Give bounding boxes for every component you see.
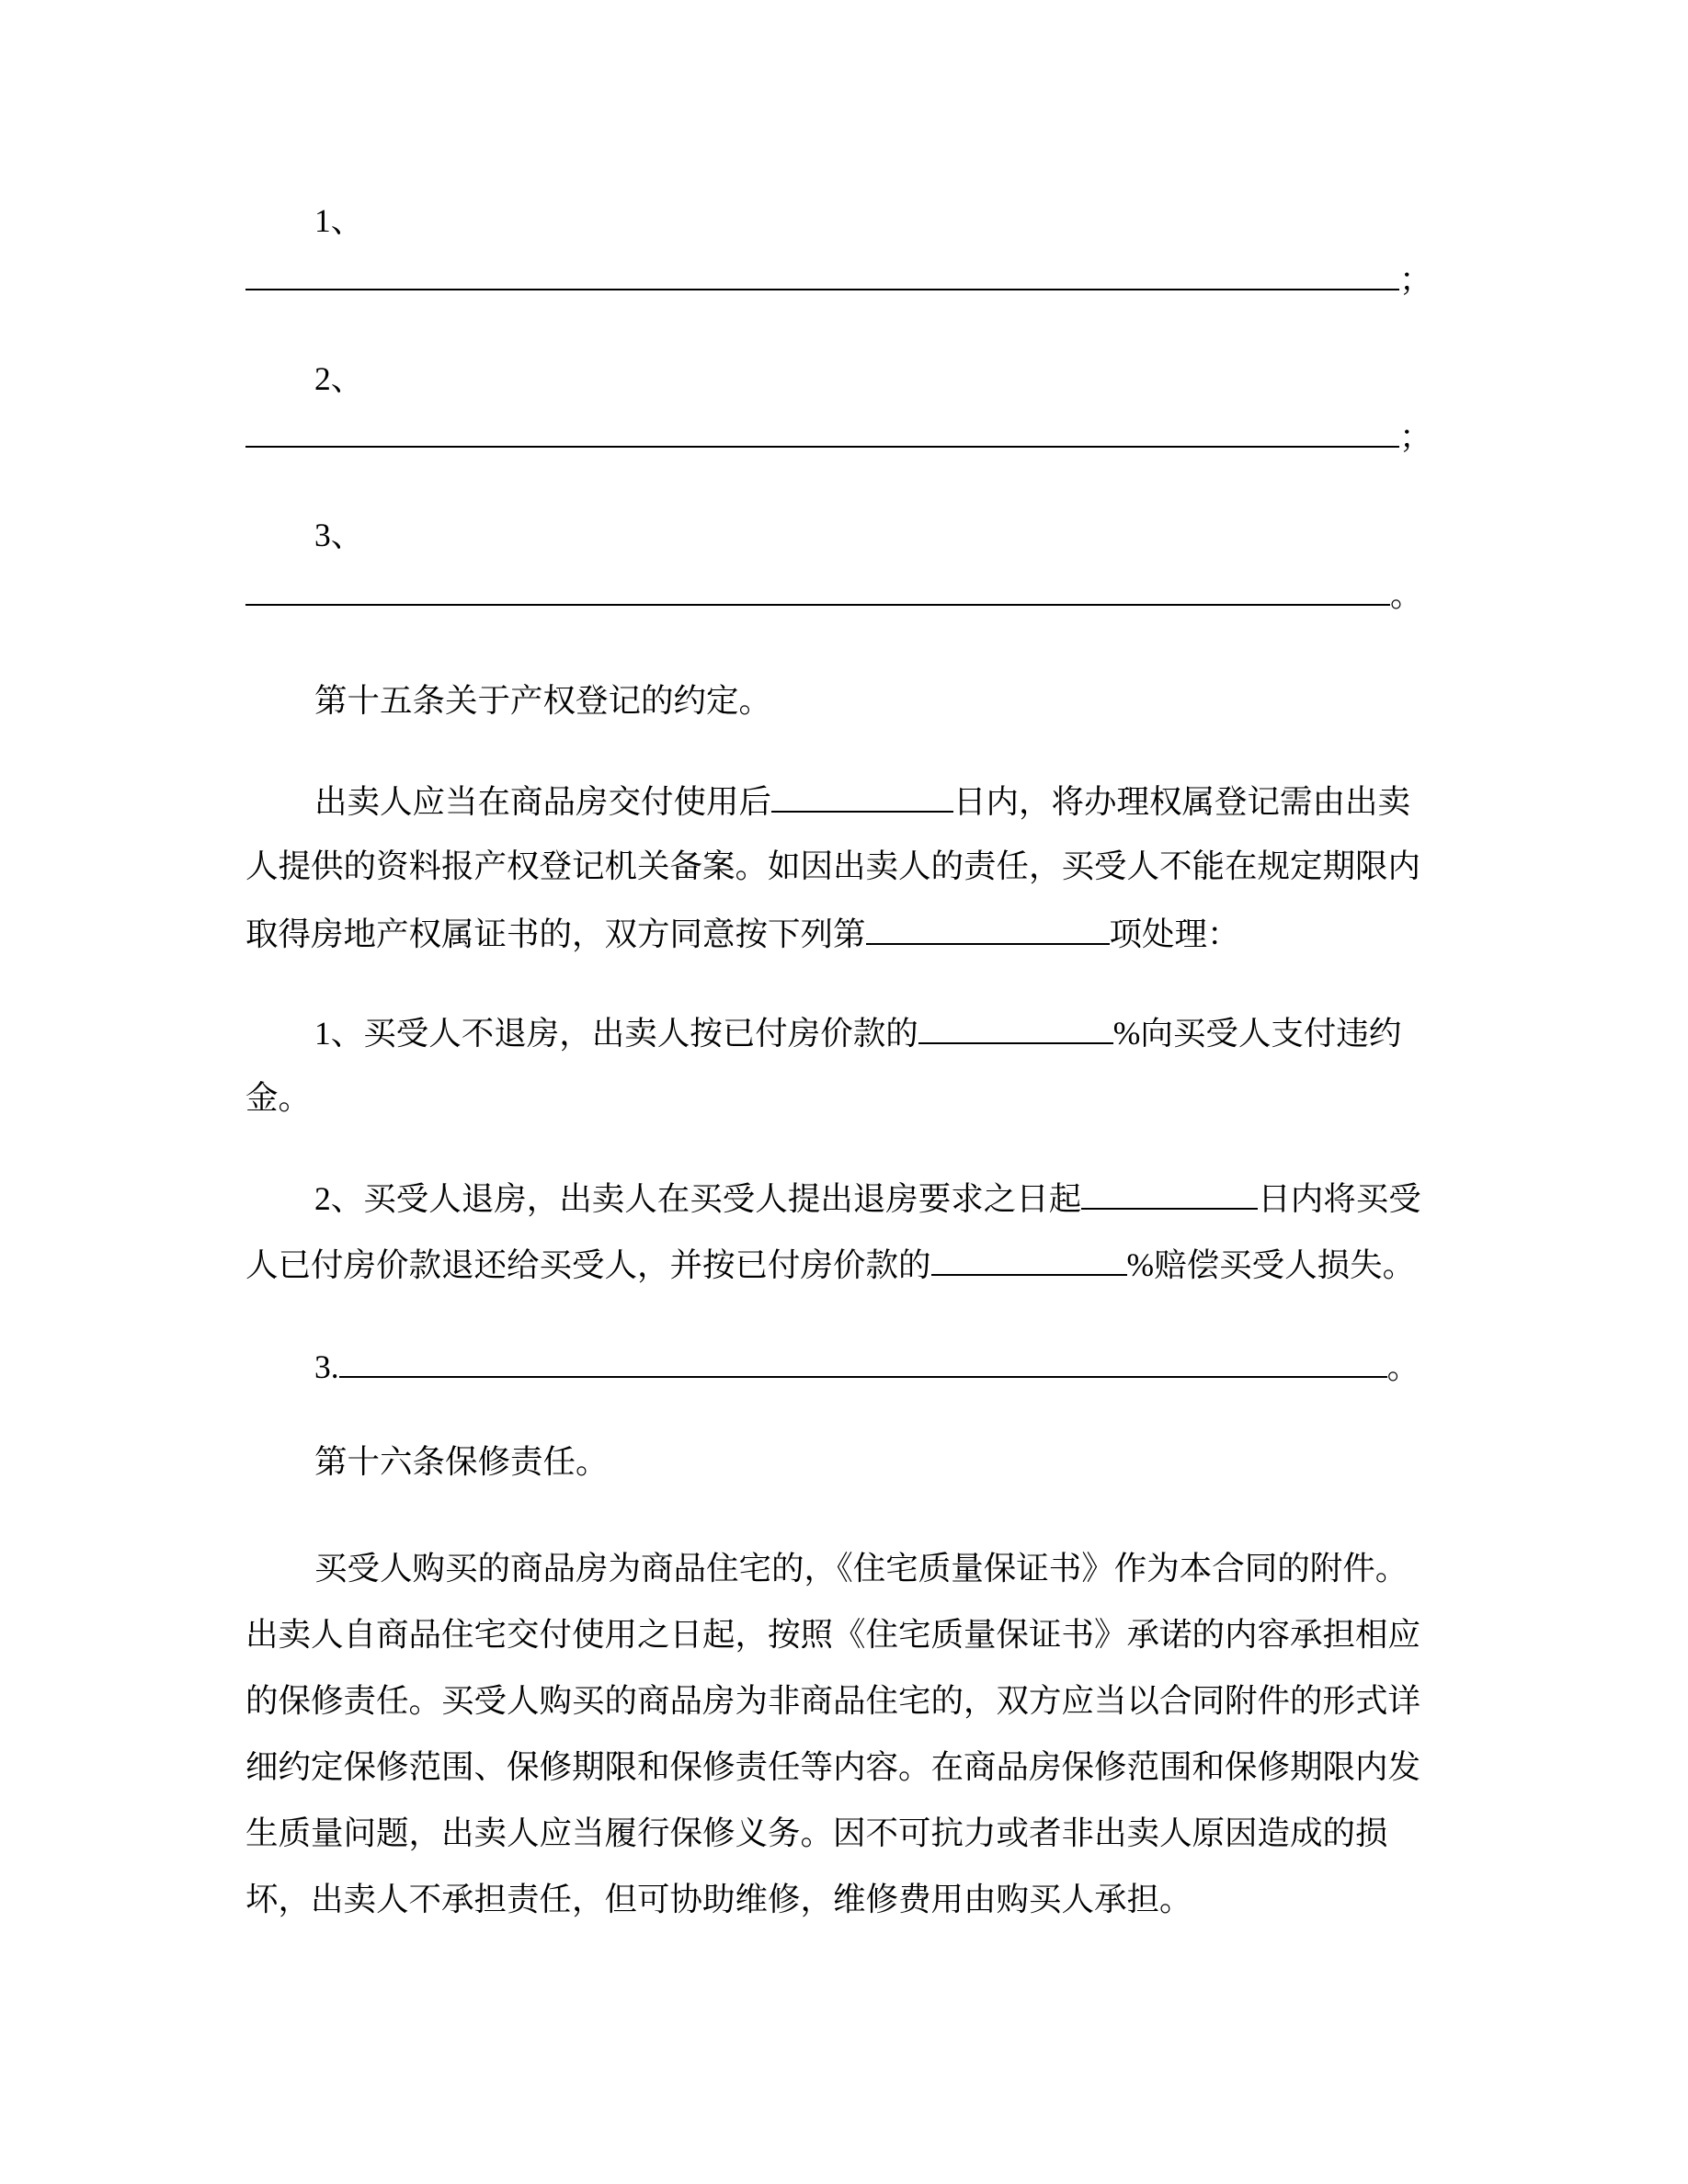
article-15-title: 第十五条关于产权登记的约定。	[314, 682, 772, 719]
article-15-line-2: 人提供的资料报产权登记机关备案。如因出卖人的责任，买受人不能在规定期限内	[245, 847, 1421, 884]
text: 项处理：	[1109, 916, 1240, 952]
blank-line[interactable]	[245, 261, 1399, 290]
item-3-label: 3、	[314, 517, 364, 553]
punct: ；	[1399, 261, 1432, 298]
punct: ；	[1399, 418, 1432, 455]
text: 日内，将办理权属登记需由出卖	[953, 783, 1411, 820]
article-16-title: 第十六条保修责任。	[314, 1443, 609, 1480]
text: 出卖人应当在商品房交付使用后	[314, 783, 772, 820]
text: 1、买受人不退房，出卖人按已付房价款的	[314, 1015, 918, 1052]
article-16-line-3: 的保修责任。买受人购买的商品房为非商品住宅的，双方应当以合同附件的形式详	[245, 1682, 1421, 1719]
option-2-line-1	[314, 1177, 1421, 1219]
option-1-line-2: 金。	[245, 1079, 312, 1116]
option-3-line	[314, 1345, 1420, 1387]
text: %向买受人支付违约	[1112, 1015, 1402, 1052]
item-2-fill-line	[245, 416, 1432, 457]
article-16-line-5: 生质量问题，出卖人应当履行保修义务。因不可抗力或者非出卖人原因造成的损	[245, 1814, 1388, 1851]
item-1-fill-line	[245, 259, 1432, 300]
percent-blank[interactable]	[918, 1011, 1113, 1044]
item-3-fill-line	[245, 574, 1423, 615]
article-16-line-6: 坏，出卖人不承担责任，但可协助维修，维修费用由购买人承担。	[245, 1881, 1192, 1917]
text: 2、买受人退房，出卖人在买受人提出退房要求之日起	[314, 1180, 1082, 1217]
text: 3.	[314, 1348, 339, 1385]
text: 取得房地产权属证书的，双方同意按下列第	[245, 916, 866, 952]
article-16-line-1: 买受人购买的商品房为商品住宅的，《住宅质量保证书》作为本合同的附件。	[314, 1550, 1409, 1587]
text: 。	[1386, 1348, 1420, 1385]
days-blank[interactable]	[1081, 1177, 1258, 1210]
article-16-line-2: 出卖人自商品住宅交付使用之日起，按照《住宅质量保证书》承诺的内容承担相应	[245, 1616, 1421, 1653]
text: %赔偿买受人损失。	[1126, 1246, 1416, 1283]
text: 日内将买受	[1258, 1180, 1421, 1217]
days-blank[interactable]	[771, 779, 953, 813]
blank-line[interactable]	[245, 418, 1399, 448]
article-15-line-3	[245, 912, 1240, 954]
option-number-blank[interactable]	[866, 912, 1110, 945]
item-1-label: 1、	[314, 202, 364, 239]
option-2-line-2	[245, 1243, 1415, 1285]
article-15-line-1	[314, 779, 1410, 822]
article-16-line-4: 细约定保修范围、保修期限和保修责任等内容。在商品房保修范围和保修期限内发	[245, 1748, 1421, 1785]
item-2-label: 2、	[314, 360, 364, 397]
blank-line[interactable]	[245, 576, 1390, 606]
option-3-blank[interactable]	[339, 1345, 1387, 1378]
option-1-line-1	[314, 1011, 1401, 1053]
punct: 。	[1390, 576, 1423, 613]
percent-blank[interactable]	[931, 1243, 1127, 1276]
text: 人已付房价款退还给买受人，并按已付房价款的	[245, 1246, 931, 1283]
